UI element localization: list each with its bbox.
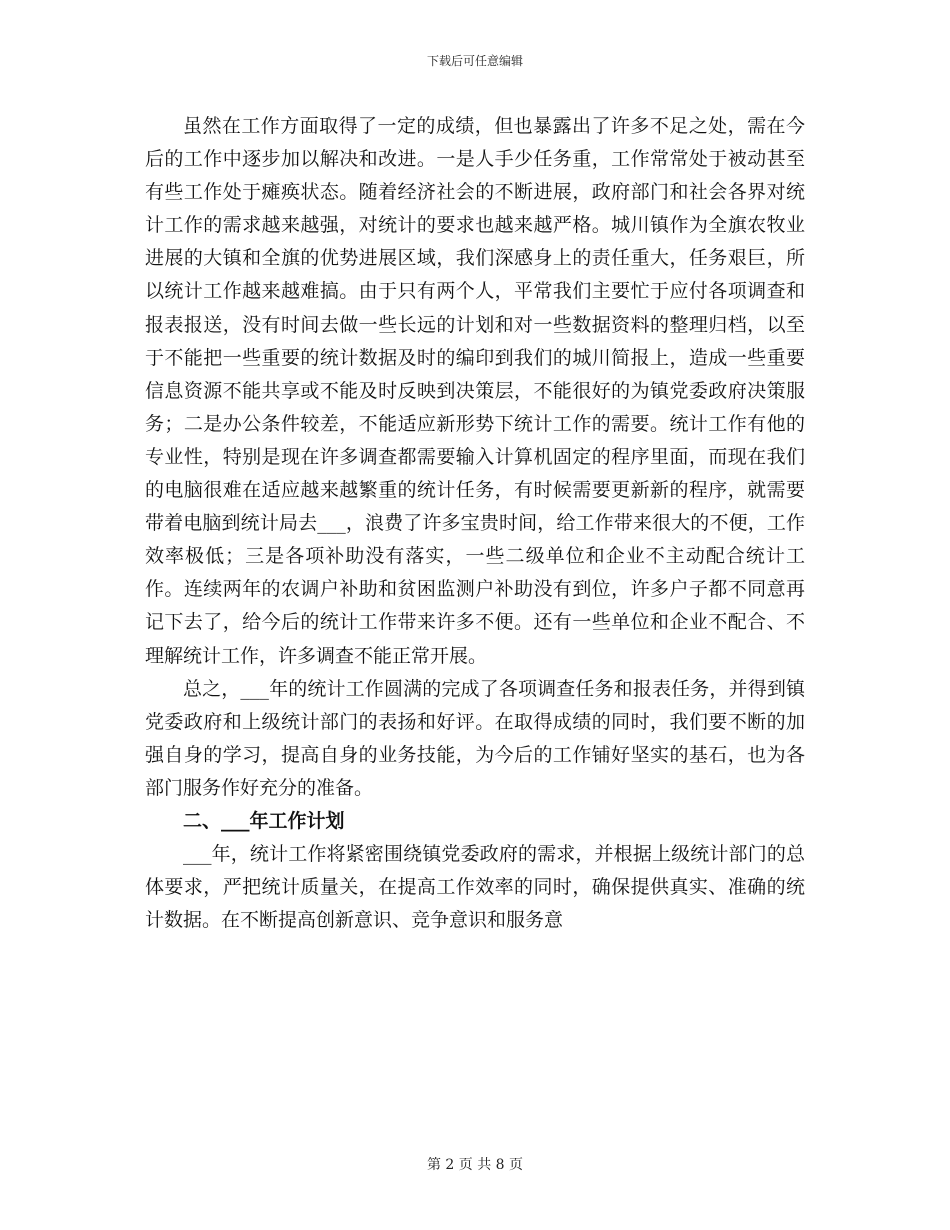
page-number-footer: 第 2 页 共 8 页 bbox=[426, 1157, 524, 1173]
paragraph-work-plan: ___年，统计工作将紧密围绕镇党委政府的需求，并根据上级统计部门的总体要求，严把统计质量关，在提高工作效率的同时，确保提供真实、准确的统计数据。在不断提高创新意识、竞争意识和服务意 bbox=[145, 843, 805, 932]
paragraph-shortcomings: 虽然在工作方面取得了一定的成绩，但也暴露出了许多不足之处，需在今后的工作中逐步加以解决和改进。一是人手少任务重，工作常常处于被动甚至有些工作处于瘫痪状态。随着经济社会的不断进展，政府部门和社会各界对统计工作的需求越来越强，对统计的要求也越来越严格。城川镇作为全旗农牧业进展的大镇和全旗的优势进展区域，我们深感身上的责任重大，任务艰巨，所以统计工作越来越难搞。由于只有两个人，平常我们主要忙于应付各项调查和报表报送，没有时间去做一些长远的计划和对一些数据资料的整理归档，以至于不能把一些重要的统计数据及时的编印到我们的城川简报上，造成一些重要信息资源不能共享或不能及时反映到决策层，不能很好的为镇党委政府决策服务；二是办公条件较差，不能适应新形势下统计工作的需要。统计工作有他的专业性，特别是现在许多调查都需要输入计算机固定的程序里面，而现在我们的电脑很难在适应越来越繁重的统计任务，有时候需要更新新的程序，就需要带着电脑到统计局去___，浪费了许多宝贵时间，给工作带来很大的不便，工作效率极低；三是各项补助没有落实，一些二级单位和企业不主动配合统计工作。连续两年的农调户补助和贫困监测户补助没有到位，许多户子都不同意再记下去了，给今后的统计工作带来许多不便。还有一些单位和企业不配合、不理解统计工作，许多调查不能正常开展。 bbox=[145, 115, 805, 667]
paragraph-summary: 总之，___年的统计工作圆满的完成了各项调查任务和报表任务，并得到镇党委政府和上级统计部门的表扬和好评。在取得成绩的同时，我们要不断的加强自身的学习，提高自身的业务技能，为今后的工作铺好坚实的基石，也为各部门服务作好充分的准备。 bbox=[145, 677, 805, 799]
page-header: 下载后可任意编辑 bbox=[426, 54, 523, 68]
section-heading-work-plan: 二、___年工作计划 bbox=[183, 809, 345, 832]
document-body bbox=[145, 110, 805, 937]
